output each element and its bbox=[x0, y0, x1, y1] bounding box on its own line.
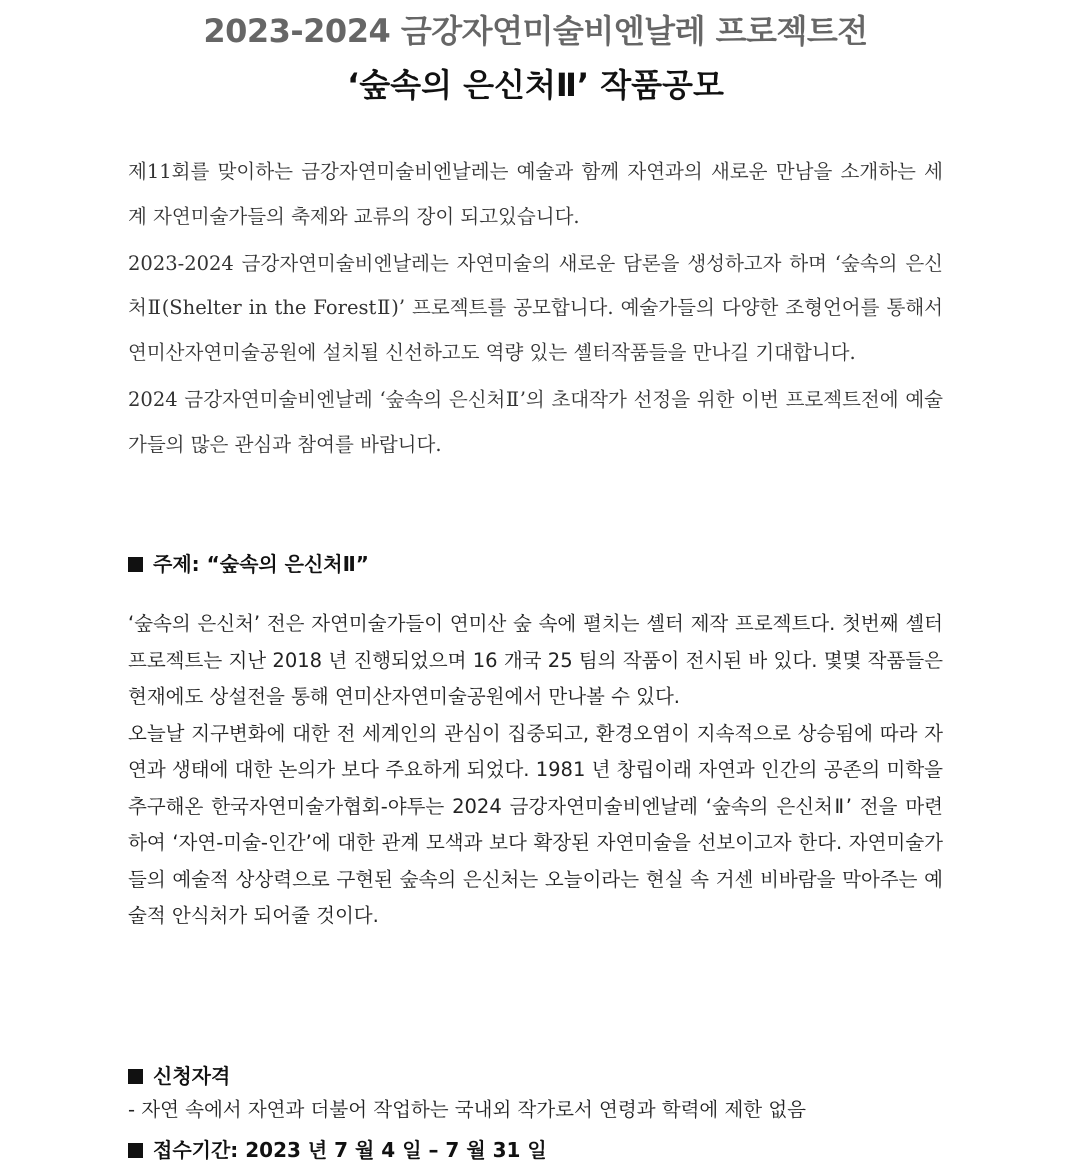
intro-paragraph-3: 2024 금강자연미술비엔날레 ‘숲속의 은신처Ⅱ’의 초대작가 선정을 위한 이번 프로젝트전에 예술가들의 많은 관심과 참여를 바랍니다. bbox=[128, 387, 943, 456]
square-bullet-icon bbox=[128, 1069, 143, 1084]
document-title: 2023-2024 금강자연미술비엔날레 프로젝트전 bbox=[203, 12, 868, 50]
eligibility-heading bbox=[128, 1060, 230, 1089]
theme-paragraph-1: ‘숲속의 은신처’ 전은 자연미술가들이 연미산 숲 속에 펼치는 셸터 제작 프로젝트다. 첫번째 셸터 프로젝트는 지난 2018 년 진행되었으며 16 개국 25 팀의 작품이 전시된 바 있다. 몇몇 작품들은 현재에도 상설전을 통해 연미산자연미술공원에서 만나볼 수 있다. bbox=[128, 612, 943, 708]
square-bullet-icon bbox=[128, 557, 143, 572]
intro-section bbox=[128, 150, 943, 470]
period-heading-text: 접수기간: 2023 년 7 월 4 일 – 7 월 31 일 bbox=[153, 1138, 547, 1162]
period-heading bbox=[128, 1134, 547, 1163]
eligibility-heading-text: 신청자격 bbox=[153, 1064, 231, 1088]
theme-heading-text: 주제: “숲속의 은신처Ⅱ” bbox=[153, 552, 369, 576]
document-subtitle: ‘숲속의 은신처Ⅱ’ 작품공모 bbox=[347, 66, 724, 104]
eligibility-text: - 자연 속에서 자연과 더불어 작업하는 국내외 작가로서 연령과 학력에 제한 없음 bbox=[128, 1098, 807, 1121]
square-bullet-icon bbox=[128, 1143, 143, 1158]
intro-paragraph-1: 제11회를 맞이하는 금강자연미술비엔날레는 예술과 함께 자연과의 새로운 만남을 소개하는 세계 자연미술가들의 축제와 교류의 장이 되고있습니다. bbox=[128, 160, 943, 228]
theme-paragraph-2: 오늘날 지구변화에 대한 전 세계인의 관심이 집중되고, 환경오염이 지속적으로 상승됨에 따라 자연과 생태에 대한 논의가 보다 주요하게 되었다. 1981 년 창립이래 자연과 인간의 공존의 미학을 추구해온 한국자연미술가협회-야투는 2024 금강자연미술비엔날레 ‘숲속의 은신처Ⅱ’ 전을 마련하여 ‘자연-미술-인간’에 대한 관계 모색과 보다 확장된 자연미술을 선보이고자 한다. 자연미술가들의 예술적 상상력으로 구현된 숲속의 은신처는 오늘이라는 현실 속 거센 비바람을 막아주는 예술적 안식처가 되어줄 것이다. bbox=[128, 721, 943, 927]
theme-body bbox=[128, 606, 943, 935]
theme-heading bbox=[128, 548, 369, 577]
intro-paragraph-2: 2023-2024 금강자연미술비엔날레는 자연미술의 새로운 담론을 생성하고자 하며 ‘숲속의 은신처Ⅱ(Shelter in the ForestⅡ)’ 프로젝트를 공모합니다. 예술가들의 다양한 조형언어를 통해서 연미산자연미술공원에 설치될 신선하고도 역량 있는 셸터작품들을 만나길 기대합니다. bbox=[128, 251, 943, 365]
